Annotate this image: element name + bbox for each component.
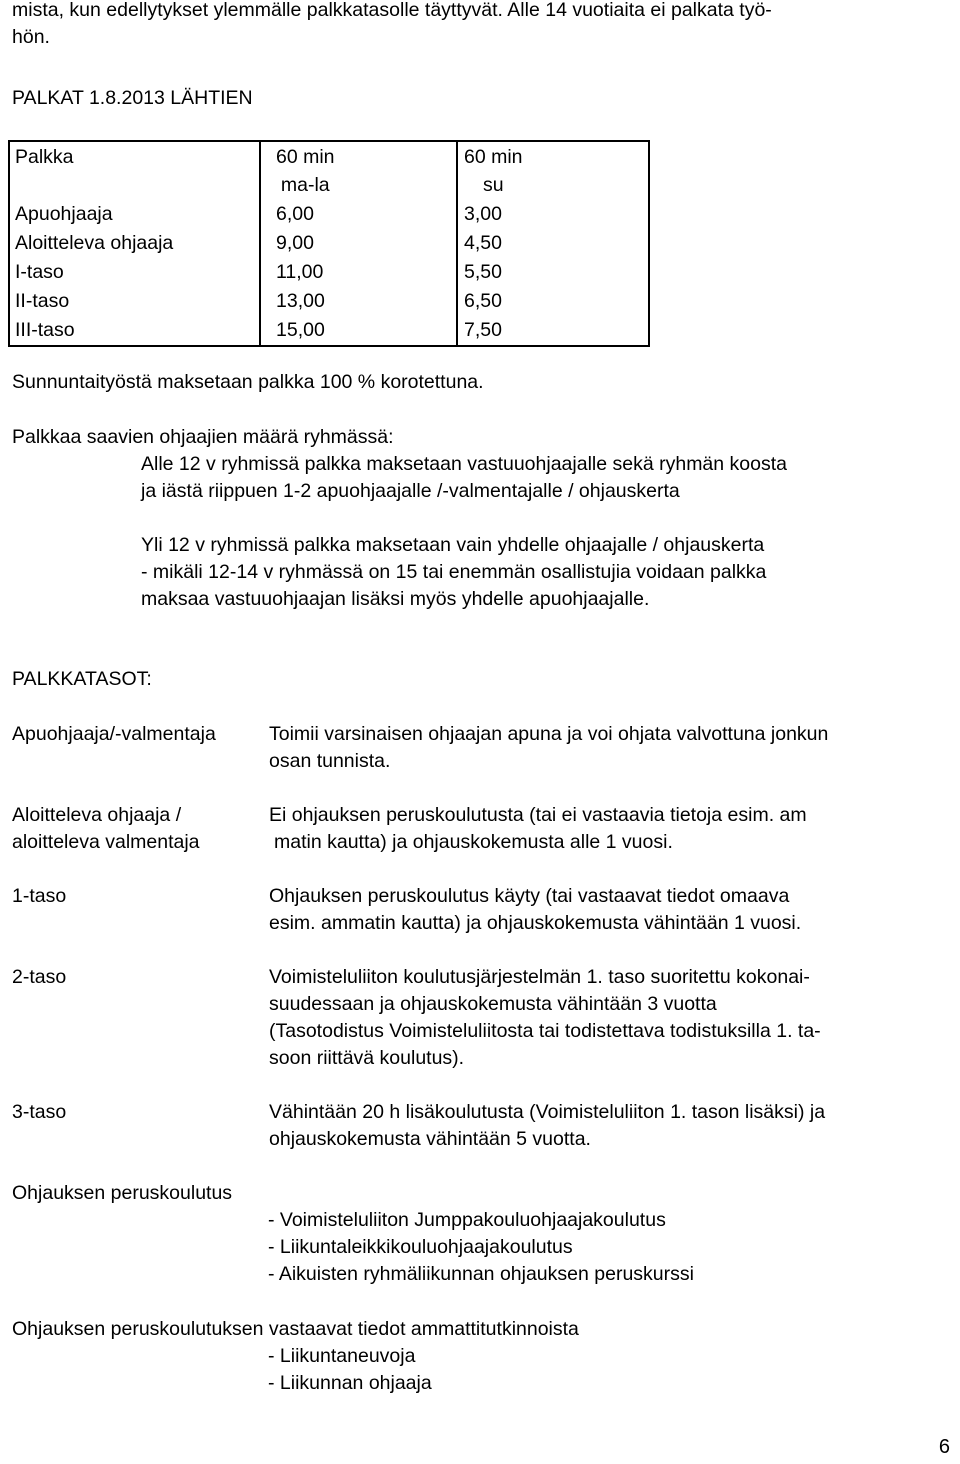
level-term: aloitteleva valmentaja — [12, 831, 200, 853]
list-item: - Liikunnan ohjaaja — [268, 1372, 432, 1394]
table-cell: Aloitteleva ohjaaja — [9, 229, 260, 258]
list-item: - Voimisteluliiton Jumppakouluohjaajakoulutus — [268, 1209, 666, 1231]
table-cell: 3,00 — [464, 203, 502, 225]
header-line: 60 min — [464, 146, 523, 168]
table-cell: 15,00 — [260, 316, 457, 346]
group-text-line: maksaa vastuuohjaajan lisäksi myös yhdelle apuohjaajalle. — [141, 588, 650, 610]
level-desc-line: Ei ohjauksen peruskoulutusta (tai ei vastaavia tietoja esim. am — [269, 804, 807, 826]
list-item: - Liikuntaleikkikouluohjaajakoulutus — [268, 1236, 573, 1258]
level-desc-line: Vähintään 20 h lisäkoulutusta (Voimisteluliiton 1. tason lisäksi) ja — [269, 1101, 826, 1123]
list-item: - Aikuisten ryhmäliikunnan ohjauksen peruskurssi — [268, 1263, 694, 1285]
table-cell: 6,00 — [260, 200, 457, 229]
table-cell: II-taso — [9, 287, 260, 316]
group-text-line: - mikäli 12-14 v ryhmässä on 15 tai enemmän osallistujia voidaan palkka — [141, 561, 767, 583]
table-cell: 7,50 — [464, 319, 502, 341]
header-cell: Palkka — [9, 141, 260, 200]
wages-heading: PALKAT 1.8.2013 LÄHTIEN — [12, 87, 253, 109]
table-row — [9, 229, 649, 258]
level-desc-line: Toimii varsinaisen ohjaajan apuna ja voi ohjata valvottuna jonkun — [269, 723, 829, 745]
level-desc-line: matin kautta) ja ohjauskokemusta alle 1 vuosi. — [274, 831, 673, 853]
level-desc-line: suudessaan ja ohjauskokemusta vähintään 3 vuotta — [269, 993, 717, 1015]
group-heading: Palkkaa saavien ohjaajien määrä ryhmässä: — [12, 426, 394, 448]
group-text-line: Alle 12 v ryhmissä palkka maksetaan vastuuohjaajalle sekä ryhmän koosta — [141, 453, 787, 475]
level-term: 3-taso — [12, 1101, 67, 1123]
header-cell — [260, 141, 457, 200]
table-cell: 6,50 — [464, 290, 502, 312]
page-number: 6 — [938, 1436, 950, 1458]
header-cell — [457, 141, 649, 200]
level-desc-line: Voimisteluliiton koulutusjärjestelmän 1. taso suoritettu kokonai- — [269, 966, 810, 988]
table-cell: I-taso — [9, 258, 260, 287]
level-term: Apuohjaaja/-valmentaja — [12, 723, 216, 745]
table-row — [9, 200, 649, 229]
intro-line: hön. — [12, 26, 50, 48]
level-desc-line: ohjauskokemusta vähintään 5 vuotta. — [269, 1128, 591, 1150]
list-item: - Liikuntaneuvoja — [268, 1345, 416, 1367]
level-desc-line: esim. ammatin kautta) ja ohjauskokemusta vähintään 1 vuosi. — [269, 912, 802, 934]
levels-heading: PALKKATASOT: — [12, 668, 152, 690]
level-desc-line: soon riittävä koulutus). — [269, 1047, 465, 1069]
table-row — [9, 287, 649, 316]
table-cell: III-taso — [9, 316, 260, 346]
header-line: 60 min — [276, 146, 335, 168]
level-term: Aloitteleva ohjaaja / — [12, 804, 182, 826]
wage-table — [8, 140, 650, 347]
table-row — [9, 258, 649, 287]
level-desc-line: Ohjauksen peruskoulutus käyty (tai vastaavat tiedot omaava — [269, 885, 790, 907]
basic-training-heading: Ohjauksen peruskoulutus — [12, 1182, 233, 1204]
sunday-note: Sunnuntaityöstä maksetaan palkka 100 % korotettuna. — [12, 371, 484, 393]
table-cell: 4,50 — [464, 232, 502, 254]
group-text-line: ja iästä riippuen 1-2 apuohjaajalle /-valmentajalle / ohjauskerta — [141, 480, 680, 502]
header-line: su — [482, 174, 504, 196]
table-row — [9, 316, 649, 346]
table-cell: 5,50 — [464, 261, 502, 283]
level-desc-line: osan tunnista. — [269, 750, 391, 772]
table-cell: 13,00 — [260, 287, 457, 316]
intro-line: mista, kun edellytykset ylemmälle palkkatasolle täyttyvät. Alle 14 vuotiaita ei palkata työ- — [12, 0, 772, 21]
table-header-row — [9, 141, 649, 200]
group-text-line: Yli 12 v ryhmissä palkka maksetaan vain yhdelle ohjaajalle / ohjauskerta — [141, 534, 765, 556]
table-cell: 11,00 — [260, 258, 457, 287]
level-term: 1-taso — [12, 885, 67, 907]
table-cell: Apuohjaaja — [9, 200, 260, 229]
header-line: ma-la — [280, 174, 330, 196]
table-cell: 9,00 — [260, 229, 457, 258]
level-desc-line: (Tasotodistus Voimisteluliitosta tai todistettava todistuksilla 1. ta- — [269, 1020, 821, 1042]
level-term: 2-taso — [12, 966, 67, 988]
equivalent-heading: Ohjauksen peruskoulutuksen vastaavat tiedot ammattitutkinnoista — [12, 1318, 579, 1340]
